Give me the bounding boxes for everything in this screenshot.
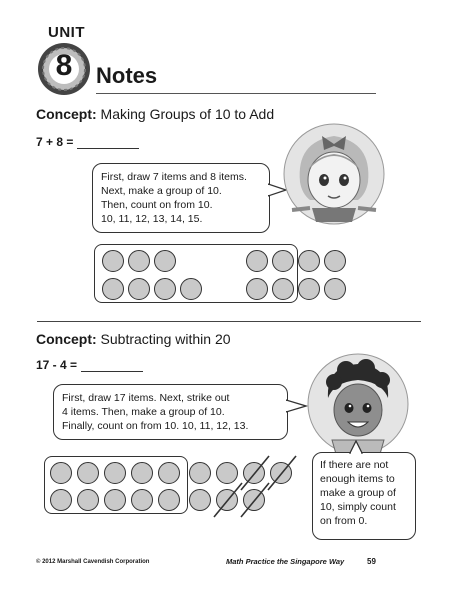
equation-text: 7 + 8 = — [36, 135, 74, 149]
concept-label: Concept: — [36, 106, 97, 122]
tip-line: enough items to — [320, 473, 395, 485]
concept-label: Concept: — [36, 331, 97, 347]
bubble-line: 4 items. Then, make a group of 10. — [62, 406, 225, 418]
book-title: Math Practice the Singapore Way — [226, 557, 345, 566]
concept-text: Subtracting within 20 — [96, 331, 231, 347]
unit-number: 8 — [55, 49, 73, 82]
bubble-line: Next, make a group of 10. — [101, 185, 222, 197]
tip-line: If there are not — [320, 459, 389, 471]
page-title: Notes — [96, 63, 158, 88]
bubble-line: 10, 11, 12, 13, 14, 15. — [101, 213, 203, 225]
bubble-line: First, draw 17 items. Next, strike out — [62, 392, 230, 404]
tip-line: make a group of — [320, 487, 396, 499]
copyright-text: © 2012 Marshall Cavendish Corporation — [36, 559, 150, 565]
equation-text: 17 - 4 = — [36, 358, 78, 372]
bubble-line: Finally, count on from 10. 10, 11, 12, 13. — [62, 420, 249, 432]
tip-box — [312, 452, 416, 540]
page-number: 59 — [367, 557, 376, 566]
concept-text: Making Groups of 10 to Add — [96, 106, 275, 122]
bubble-line: First, draw 7 items and 8 items. — [101, 171, 247, 183]
tip-line: on from 0. — [320, 515, 368, 527]
tip-line: 10, simply count — [320, 501, 396, 513]
bubble-line: Then, count on from 10. — [101, 199, 213, 211]
tip-box-tail — [346, 440, 366, 454]
unit-label: UNIT — [48, 24, 85, 41]
